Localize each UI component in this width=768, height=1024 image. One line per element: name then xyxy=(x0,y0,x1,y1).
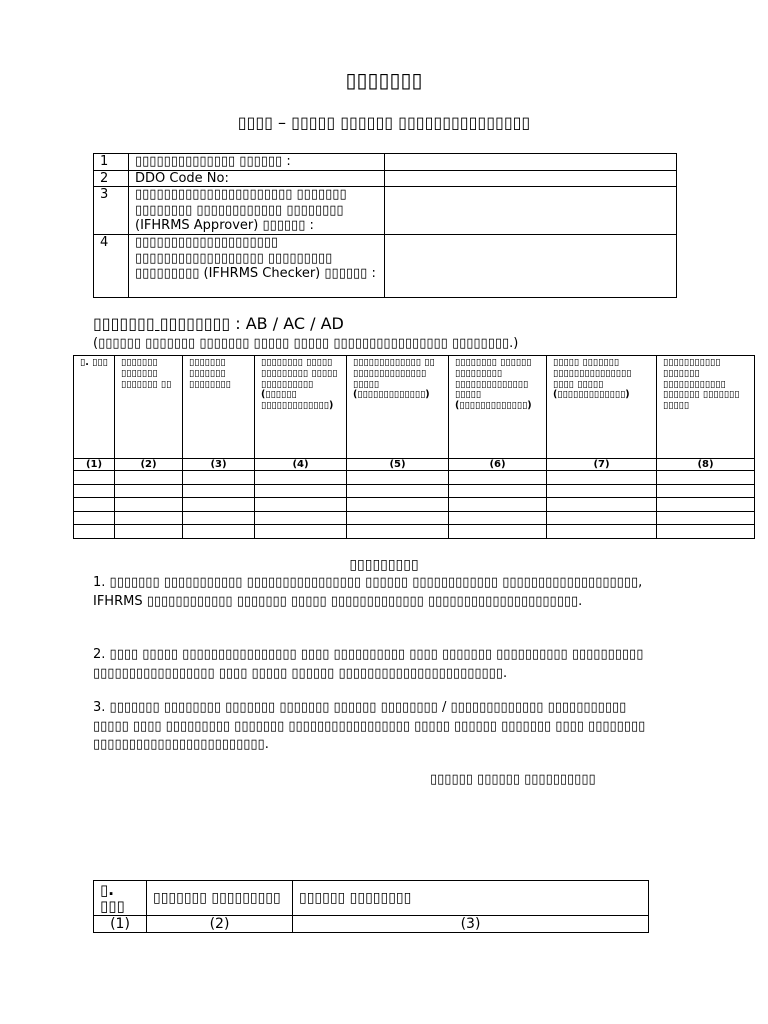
row-value-field xyxy=(385,170,677,187)
row-label: ▯▯▯▯▯▯▯▯▯▯▯▯▯▯▯▯▯▯▯▯▯▯ ▯▯▯▯▯▯▯ ▯▯▯▯▯▯▯▯ ▯▯▯▯▯▯▯▯▯▯▯▯ ▯▯▯▯▯▯▯▯ (IFHRMS Approver) ▯▯▯▯▯▯ : xyxy=(129,187,385,235)
info-row xyxy=(94,187,677,235)
section-note: (▯▯▯▯▯▯ ▯▯▯▯▯▯▯ ▯▯▯▯▯▯▯ ▯▯▯▯▯ ▯▯▯▯▯ ▯▯▯▯▯▯▯▯▯▯▯▯▯▯▯▯ ▯▯▯▯▯▯▯▯.) xyxy=(93,336,519,351)
column-header: ▯▯▯▯▯▯▯▯ ▯▯▯▯▯▯ ▯▯▯▯▯▯▯▯▯ ▯▯▯▯▯▯▯▯▯▯▯▯▯▯ ▯▯▯▯▯ (▯▯▯▯▯▯▯▯▯▯▯▯▯) xyxy=(449,356,547,459)
signature-line: ▯▯▯▯▯▯ ▯▯▯▯▯▯ ▯▯▯▯▯▯▯▯▯▯ xyxy=(430,772,596,787)
row-number: 3 xyxy=(94,187,129,235)
row-value-field xyxy=(385,235,677,298)
column-number: (1) xyxy=(94,916,147,933)
table-cell xyxy=(74,525,115,539)
table-cell xyxy=(74,484,115,498)
table-cell xyxy=(449,471,547,485)
table-cell xyxy=(183,525,255,539)
section-heading-label: ▯▯▯▯▯▯▯ ▯▯▯▯▯▯▯▯ xyxy=(93,314,231,333)
info-row xyxy=(94,170,677,187)
table-cell xyxy=(547,525,657,539)
table-cell xyxy=(183,471,255,485)
table-cell xyxy=(657,498,755,512)
column-header: ▯▯▯▯▯▯ ▯▯▯▯▯▯▯▯ xyxy=(293,881,649,916)
column-number: (8) xyxy=(657,459,755,471)
column-header: ▯▯▯▯▯ ▯▯▯▯▯▯▯ ▯▯▯▯▯▯▯▯▯▯▯▯▯▯▯ ▯▯▯▯ ▯▯▯▯▯ (▯▯▯▯▯▯▯▯▯▯▯▯▯) xyxy=(547,356,657,459)
row-label: ▯▯▯▯▯▯▯▯▯▯▯▯▯▯ ▯▯▯▯▯▯ : xyxy=(129,154,385,171)
column-header: ▯. ▯▯▯ xyxy=(74,356,115,459)
table-cell xyxy=(547,484,657,498)
table-header-row xyxy=(74,356,755,459)
column-number: (7) xyxy=(547,459,657,471)
table-cell xyxy=(347,471,449,485)
column-number: (2) xyxy=(115,459,183,471)
column-number: (3) xyxy=(183,459,255,471)
table-cell xyxy=(115,484,183,498)
section-heading-codes: : AB / AC / AD xyxy=(230,314,344,333)
table-cell xyxy=(115,471,183,485)
column-header: ▯▯▯▯▯▯▯▯ ▯▯▯▯▯ ▯▯▯▯▯▯▯▯▯ ▯▯▯▯▯ ▯▯▯▯▯▯▯▯▯▯ (▯▯▯▯▯▯ ▯▯▯▯▯▯▯▯▯▯▯▯▯) xyxy=(255,356,347,459)
table-cell xyxy=(255,498,347,512)
table-cell xyxy=(115,525,183,539)
table-cell xyxy=(449,511,547,525)
page-title: ▯▯▯▯▯▯▯ xyxy=(345,68,423,92)
page-subtitle: ▯▯▯▯ – ▯▯▯▯▯ ▯▯▯▯▯▯ ▯▯▯▯▯▯▯▯▯▯▯▯▯▯▯ xyxy=(237,113,531,132)
column-number: (1) xyxy=(74,459,115,471)
table-cell xyxy=(657,484,755,498)
table-cell xyxy=(183,498,255,512)
column-number: (5) xyxy=(347,459,449,471)
table-cell xyxy=(449,525,547,539)
column-number: (2) xyxy=(147,916,293,933)
table-cell xyxy=(255,511,347,525)
table-row xyxy=(74,484,755,498)
details-table xyxy=(73,355,755,539)
table-cell xyxy=(255,471,347,485)
table-row xyxy=(74,511,755,525)
row-number: 2 xyxy=(94,170,129,187)
table-cell xyxy=(115,498,183,512)
table-cell xyxy=(74,498,115,512)
note-paragraph: 2. ▯▯▯▯ ▯▯▯▯▯ ▯▯▯▯▯▯▯▯▯▯▯▯▯▯▯▯ ▯▯▯▯ ▯▯▯▯▯▯▯▯▯▯ ▯▯▯▯ ▯▯▯▯▯▯▯ ▯▯▯▯▯▯▯▯▯▯ ▯▯▯▯▯▯▯▯▯▯ ▯▯▯▯▯▯▯▯▯▯▯▯▯▯▯▯▯ ▯▯▯▯ ▯▯▯▯▯ ▯▯▯▯▯▯ ▯▯▯▯▯▯▯▯▯▯▯▯▯▯▯▯▯▯▯▯▯▯▯. xyxy=(93,647,644,681)
row-number: 1 xyxy=(94,154,129,171)
table-cell xyxy=(449,484,547,498)
row-label: DDO Code No: xyxy=(129,170,385,187)
info-row xyxy=(94,154,677,171)
table-header-row xyxy=(94,881,649,916)
table-cell xyxy=(449,498,547,512)
table-cell xyxy=(255,525,347,539)
table-cell xyxy=(347,498,449,512)
table-row xyxy=(74,498,755,512)
info-row xyxy=(94,235,677,298)
column-number: (6) xyxy=(449,459,547,471)
column-number-row xyxy=(74,459,755,471)
table-cell xyxy=(255,484,347,498)
row-value-field xyxy=(385,154,677,171)
column-number: (4) xyxy=(255,459,347,471)
table-cell xyxy=(74,471,115,485)
table-cell xyxy=(547,511,657,525)
column-header: ▯▯▯▯▯▯▯ ▯▯▯▯▯▯▯ ▯▯▯▯▯▯▯ ▯▯ xyxy=(115,356,183,459)
column-header: ▯. ▯▯▯ xyxy=(94,881,147,916)
table-cell xyxy=(74,511,115,525)
row-number: 4 xyxy=(94,235,129,298)
table-cell xyxy=(183,511,255,525)
table-cell xyxy=(347,484,449,498)
table-cell xyxy=(115,511,183,525)
table-cell xyxy=(547,471,657,485)
row-value-field xyxy=(385,187,677,235)
row-label: ▯▯▯▯▯▯▯▯▯▯▯▯▯▯▯▯▯▯▯▯ ▯▯▯▯▯▯▯▯▯▯▯▯▯▯▯▯▯▯ ▯▯▯▯▯▯▯▯▯ ▯▯▯▯▯▯▯▯▯ (IFHRMS Checker) ▯▯▯▯▯▯ : xyxy=(129,235,385,298)
table-cell xyxy=(347,525,449,539)
summary-table xyxy=(93,880,649,933)
info-table xyxy=(93,153,677,298)
table-cell xyxy=(657,525,755,539)
table-cell xyxy=(183,484,255,498)
table-cell xyxy=(657,471,755,485)
table-row xyxy=(74,525,755,539)
column-header: ▯▯▯▯▯▯▯▯▯▯▯ ▯▯▯▯▯▯▯ ▯▯▯▯▯▯▯▯▯▯▯▯ ▯▯▯▯▯▯▯ ▯▯▯▯▯▯▯ ▯▯▯▯▯ xyxy=(657,356,755,459)
column-number: (3) xyxy=(293,916,649,933)
section-heading xyxy=(93,314,344,334)
column-header: ▯▯▯▯▯▯▯ ▯▯▯▯▯▯▯ ▯▯▯▯▯▯▯▯ xyxy=(183,356,255,459)
table-cell xyxy=(347,511,449,525)
column-header: ▯▯▯▯▯▯▯ ▯▯▯▯▯▯▯▯▯ xyxy=(147,881,293,916)
note-paragraph: 1. ▯▯▯▯▯▯▯ ▯▯▯▯▯▯▯▯▯▯▯ ▯▯▯▯▯▯▯▯▯▯▯▯▯▯▯▯ ▯▯▯▯▯▯ ▯▯▯▯▯▯▯▯▯▯▯▯ ▯▯▯▯▯▯▯▯▯▯▯▯▯▯▯▯▯▯▯, IFHRMS ▯▯▯▯▯▯▯▯▯▯▯▯ ▯▯▯▯▯▯▯ ▯▯▯▯▯ ▯▯▯▯▯▯▯▯▯▯▯▯▯ ▯▯▯▯▯▯▯▯▯▯▯▯▯▯▯▯▯▯▯▯▯. xyxy=(93,575,643,609)
note-paragraph: 3. ▯▯▯▯▯▯▯ ▯▯▯▯▯▯▯▯ ▯▯▯▯▯▯▯ ▯▯▯▯▯▯▯ ▯▯▯▯▯▯ ▯▯▯▯▯▯▯▯ / ▯▯▯▯▯▯▯▯▯▯▯▯▯ ▯▯▯▯▯▯▯▯▯▯▯ ▯▯▯▯▯ ▯▯▯▯ ▯▯▯▯▯▯▯▯▯ ▯▯▯▯▯▯▯ ▯▯▯▯▯▯▯▯▯▯▯▯▯▯▯▯▯ ▯▯▯▯▯ ▯▯▯▯▯▯ ▯▯▯▯▯▯▯ ▯▯▯▯ ▯▯▯▯▯▯▯▯ ▯▯▯▯▯▯▯▯▯▯▯▯▯▯▯▯▯▯▯▯▯▯▯▯. xyxy=(93,700,646,753)
table-row xyxy=(74,471,755,485)
column-header: ▯▯▯▯▯▯▯▯▯▯▯▯▯ ▯▯ ▯▯▯▯▯▯▯▯▯▯▯▯▯▯ ▯▯▯▯▯ (▯▯▯▯▯▯▯▯▯▯▯▯▯) xyxy=(347,356,449,459)
table-cell xyxy=(547,498,657,512)
column-number-row xyxy=(94,916,649,933)
notes-heading: ▯▯▯▯▯▯▯▯▯ xyxy=(349,557,419,573)
table-cell xyxy=(657,511,755,525)
